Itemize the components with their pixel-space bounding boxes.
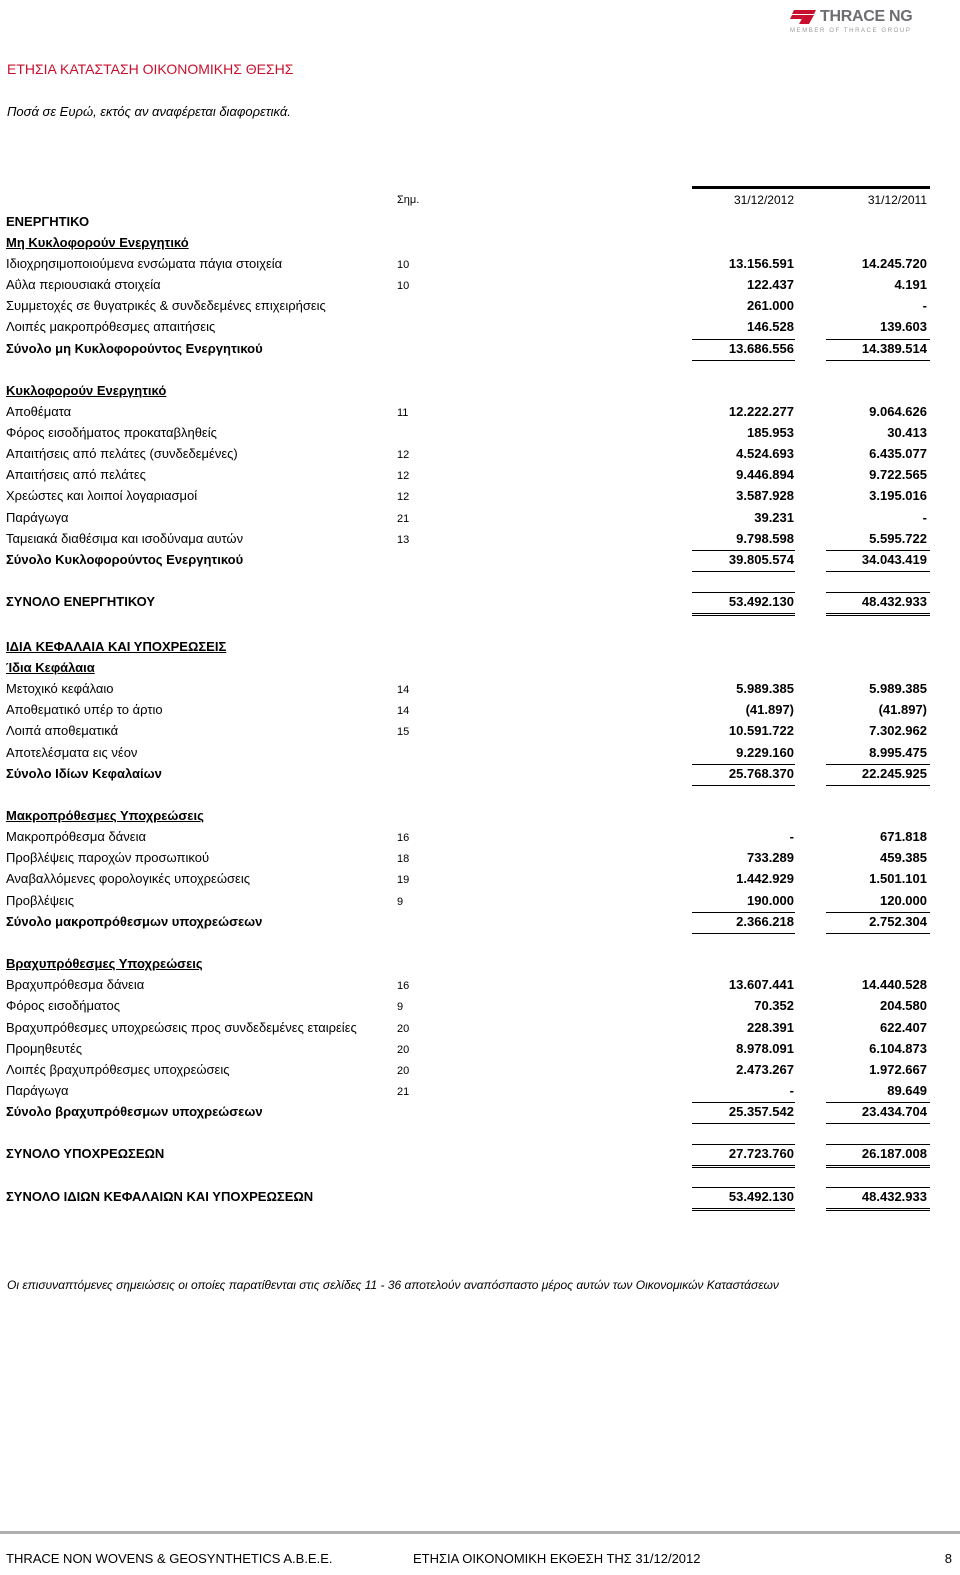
table-row bbox=[0, 319, 960, 339]
table-row bbox=[0, 510, 960, 530]
row-label: Φόρος εισοδήματος bbox=[6, 998, 120, 1013]
column-header-2012: 31/12/2012 bbox=[733, 193, 794, 207]
value-2012: 53.492.130 bbox=[728, 1189, 794, 1204]
table-row bbox=[0, 594, 960, 614]
row-label: Μη Κυκλοφορούν Ενεργητικό bbox=[6, 235, 189, 250]
footnote: Οι επισυναπτόμενες σημειώσεις οι οποίες παρατίθενται στις σελίδες 11 - 36 αποτελούν αναπόσπαστο μέρος αυτών των Οικονομικών Καταστάσεων bbox=[7, 1278, 779, 1292]
row-label: ΣΥΝΟΛΟ ΥΠΟΧΡΕΩΣΕΩΝ bbox=[6, 1146, 165, 1161]
table-row bbox=[0, 1083, 960, 1103]
value-2012: 13.156.591 bbox=[728, 256, 794, 271]
value-2011: 1.972.667 bbox=[869, 1062, 927, 1077]
table-row bbox=[0, 977, 960, 997]
row-label: ΣΥΝΟΛΟ ΙΔΙΩΝ ΚΕΦΑΛΑΙΩΝ ΚΑΙ ΥΠΟΧΡΕΩΣΕΩΝ bbox=[6, 1189, 314, 1204]
value-2012: 1.442.929 bbox=[736, 871, 794, 886]
table-row bbox=[0, 298, 960, 318]
total-top-rule bbox=[692, 912, 795, 913]
table-row bbox=[0, 256, 960, 276]
row-label: Παράγωγα bbox=[6, 1083, 69, 1098]
row-label: Αποθεματικό υπέρ το άρτιο bbox=[6, 702, 163, 717]
table-row bbox=[0, 808, 960, 828]
thrace-logo-icon bbox=[790, 10, 816, 24]
value-2012: 70.352 bbox=[754, 998, 794, 1013]
total-bottom-rule bbox=[692, 613, 795, 614]
total-top-rule bbox=[826, 550, 930, 551]
table-row bbox=[0, 766, 960, 786]
total-bottom-rule bbox=[692, 1208, 795, 1209]
total-bottom-rule bbox=[826, 360, 930, 361]
row-label: Μετοχικό κεφάλαιο bbox=[6, 681, 114, 696]
total-bottom-rule bbox=[692, 1165, 795, 1166]
page-title: ΕΤΗΣΙΑ ΚΑΤΑΣΤΑΣΗ ΟΙΚΟΝΟΜΙΚΗΣ ΘΕΣΗΣ bbox=[7, 61, 294, 77]
value-2011: 48.432.933 bbox=[861, 594, 927, 609]
value-2012: 39.231 bbox=[754, 510, 794, 525]
table-row bbox=[0, 829, 960, 849]
row-label: Σύνολο μη Κυκλοφορούντος Ενεργητικού bbox=[6, 341, 263, 356]
value-2011: 8.995.475 bbox=[869, 745, 927, 760]
row-label: Προμηθευτές bbox=[6, 1041, 83, 1056]
header-rule bbox=[692, 186, 930, 189]
table-row bbox=[0, 639, 960, 659]
value-2011: 89.649 bbox=[887, 1083, 927, 1098]
value-2011: 139.603 bbox=[880, 319, 927, 334]
row-label: Αναβαλλόμενες φορολογικές υποχρεώσεις bbox=[6, 871, 250, 886]
total-top-rule bbox=[692, 1102, 795, 1103]
value-2012: 2.366.218 bbox=[736, 914, 794, 929]
total-bottom-rule bbox=[826, 933, 930, 934]
table-row bbox=[0, 745, 960, 765]
logo-tagline: MEMBER OF THRACE GROUP bbox=[790, 28, 912, 34]
table-row bbox=[0, 383, 960, 403]
row-label: Προβλέψεις bbox=[6, 893, 75, 908]
row-note: 11 bbox=[397, 407, 409, 419]
value-2011: (41.897) bbox=[878, 702, 927, 717]
total-top-rule bbox=[692, 1144, 795, 1145]
value-2011: 9.064.626 bbox=[869, 404, 927, 419]
row-label: Σύνολο βραχυπρόθεσμων υποχρεώσεων bbox=[6, 1104, 263, 1119]
table-row bbox=[0, 723, 960, 743]
table-row bbox=[0, 956, 960, 976]
value-2011: 5.595.722 bbox=[869, 531, 927, 546]
value-2011: 5.989.385 bbox=[869, 681, 927, 696]
total-top-rule bbox=[826, 592, 930, 593]
row-label: Απαιτήσεις από πελάτες (συνδεδεμένες) bbox=[6, 446, 238, 461]
table-row bbox=[0, 893, 960, 913]
value-2011: 459.385 bbox=[880, 850, 927, 865]
total-top-rule bbox=[692, 339, 795, 340]
row-label: Παράγωγα bbox=[6, 510, 69, 525]
row-note: 16 bbox=[397, 980, 410, 992]
total-double-rule bbox=[826, 615, 930, 616]
value-2011: 6.435.077 bbox=[869, 446, 927, 461]
total-top-rule bbox=[826, 1187, 930, 1188]
row-note: 12 bbox=[397, 470, 410, 482]
row-note: 14 bbox=[397, 684, 410, 696]
row-label: Σύνολο μακροπρόθεσμων υποχρεώσεων bbox=[6, 914, 263, 929]
value-2012: 2.473.267 bbox=[736, 1062, 794, 1077]
row-label: Κυκλοφορούν Ενεργητικό bbox=[6, 383, 167, 398]
table-row bbox=[0, 681, 960, 701]
value-2011: - bbox=[922, 298, 927, 313]
row-label: ΙΔΙΑ ΚΕΦΑΛΑΙΑ ΚΑΙ ΥΠΟΧΡΕΩΣΕΙΣ bbox=[6, 639, 227, 654]
row-label: Χρεώστες και λοιποί λογαριασμοί bbox=[6, 488, 198, 503]
table-row bbox=[0, 702, 960, 722]
value-2011: 14.440.528 bbox=[861, 977, 927, 992]
table-row bbox=[0, 998, 960, 1018]
total-bottom-rule bbox=[692, 360, 795, 361]
table-row bbox=[0, 1062, 960, 1082]
value-2011: 48.432.933 bbox=[861, 1189, 927, 1204]
value-2012: 9.446.894 bbox=[736, 467, 794, 482]
value-2011: 671.818 bbox=[880, 829, 927, 844]
value-2012: 190.000 bbox=[747, 893, 794, 908]
table-row bbox=[0, 660, 960, 680]
page-number: 8 bbox=[944, 1551, 952, 1566]
value-2011: 120.000 bbox=[880, 893, 927, 908]
total-double-rule bbox=[692, 1167, 795, 1168]
row-label: Σύνολο Κυκλοφορούντος Ενεργητικού bbox=[6, 552, 244, 567]
value-2012: 122.437 bbox=[747, 277, 794, 292]
table-row bbox=[0, 871, 960, 891]
row-label: Συμμετοχές σε θυγατρικές & συνδεδεμένες επιχειρήσεις bbox=[6, 298, 326, 313]
row-note: 21 bbox=[397, 1086, 410, 1098]
value-2011: 23.434.704 bbox=[861, 1104, 927, 1119]
value-2012: 9.229.160 bbox=[736, 745, 794, 760]
value-2012: 228.391 bbox=[747, 1020, 794, 1035]
row-label: Αποθέματα bbox=[6, 404, 72, 419]
value-2012: 39.805.574 bbox=[728, 552, 794, 567]
value-2012: 25.357.542 bbox=[728, 1104, 794, 1119]
row-note: 10 bbox=[397, 280, 410, 292]
total-top-rule bbox=[692, 592, 795, 593]
value-2012: 53.492.130 bbox=[728, 594, 794, 609]
value-2012: (41.897) bbox=[745, 702, 794, 717]
row-note: 20 bbox=[397, 1044, 410, 1056]
total-top-rule bbox=[826, 339, 930, 340]
value-2012: 9.798.598 bbox=[736, 531, 794, 546]
row-note: 9 bbox=[397, 1001, 404, 1013]
table-row bbox=[0, 277, 960, 297]
row-note: 16 bbox=[397, 832, 410, 844]
row-label: Μακροπρόθεσμες Υποχρεώσεις bbox=[6, 808, 204, 823]
value-2012: - bbox=[789, 1083, 794, 1098]
logo-name: THRACE NG bbox=[820, 8, 913, 25]
value-2012: 27.723.760 bbox=[728, 1146, 794, 1161]
value-2011: 3.195.016 bbox=[869, 488, 927, 503]
row-label: Λοιπά αποθεματικά bbox=[6, 723, 119, 738]
row-note: 12 bbox=[397, 491, 410, 503]
table-row bbox=[0, 914, 960, 934]
value-2012: 733.289 bbox=[747, 850, 794, 865]
value-2012: 13.686.556 bbox=[728, 341, 794, 356]
value-2011: 6.104.873 bbox=[869, 1041, 927, 1056]
table-row bbox=[0, 341, 960, 361]
value-2011: 34.043.419 bbox=[861, 552, 927, 567]
footer-company: THRACE NON WOVENS & GEOSYNTHETICS A.B.E.E. bbox=[6, 1551, 333, 1566]
value-2012: 185.953 bbox=[747, 425, 794, 440]
row-label: Ιδιοχρησιμοποιούμενα ενσώματα πάγια στοιχεία bbox=[6, 256, 283, 271]
value-2012: 261.000 bbox=[747, 298, 794, 313]
row-label: Αΰλα περιουσιακά στοιχεία bbox=[6, 277, 161, 292]
row-note: 21 bbox=[397, 513, 410, 525]
value-2011: 7.302.962 bbox=[869, 723, 927, 738]
row-label: Λοιπές μακροπρόθεσμες απαιτήσεις bbox=[6, 319, 216, 334]
table-row bbox=[0, 446, 960, 466]
table-row bbox=[0, 1189, 960, 1209]
total-double-rule bbox=[692, 615, 795, 616]
row-label: Ίδια Κεφάλαια bbox=[6, 660, 95, 675]
total-top-rule bbox=[692, 550, 795, 551]
value-2011: 30.413 bbox=[887, 425, 927, 440]
row-label: Βραχυπρόθεσμα δάνεια bbox=[6, 977, 145, 992]
total-top-rule bbox=[826, 1144, 930, 1145]
value-2011: 14.245.720 bbox=[861, 256, 927, 271]
table-row bbox=[0, 1104, 960, 1124]
value-2012: 10.591.722 bbox=[728, 723, 794, 738]
row-note: 18 bbox=[397, 853, 410, 865]
value-2012: 5.989.385 bbox=[736, 681, 794, 696]
table-row bbox=[0, 425, 960, 445]
footer-report-title: ΕΤΗΣΙΑ ΟΙΚΟΝΟΜΙΚΗ ΕΚΘΕΣΗ ΤΗΣ 31/12/2012 bbox=[413, 1551, 701, 1566]
total-top-rule bbox=[692, 764, 795, 765]
value-2012: 3.587.928 bbox=[736, 488, 794, 503]
table-row bbox=[0, 1146, 960, 1166]
value-2011: 1.501.101 bbox=[869, 871, 927, 886]
value-2011: 14.389.514 bbox=[861, 341, 927, 356]
row-label: Αποτελέσματα εις νέον bbox=[6, 745, 138, 760]
value-2011: 22.245.925 bbox=[861, 766, 927, 781]
column-header-2011: 31/12/2011 bbox=[867, 193, 927, 207]
total-double-rule bbox=[692, 1210, 795, 1211]
column-header-note: Σημ. bbox=[397, 194, 420, 206]
row-note: 9 bbox=[397, 896, 404, 908]
row-note: 20 bbox=[397, 1065, 410, 1077]
row-note: 15 bbox=[397, 726, 410, 738]
value-2011: 204.580 bbox=[880, 998, 927, 1013]
row-note: 10 bbox=[397, 259, 410, 271]
total-top-rule bbox=[826, 912, 930, 913]
row-label: Φόρος εισοδήματος προκαταβληθείς bbox=[6, 425, 217, 440]
total-bottom-rule bbox=[692, 1123, 795, 1124]
value-2011: 622.407 bbox=[880, 1020, 927, 1035]
value-2012: 25.768.370 bbox=[728, 766, 794, 781]
table-row bbox=[0, 531, 960, 551]
total-bottom-rule bbox=[826, 571, 930, 572]
total-bottom-rule bbox=[692, 571, 795, 572]
row-note: 12 bbox=[397, 449, 410, 461]
value-2011: - bbox=[922, 510, 927, 525]
total-bottom-rule bbox=[826, 613, 930, 614]
value-2012: 13.607.441 bbox=[728, 977, 794, 992]
table-row bbox=[0, 467, 960, 487]
total-bottom-rule bbox=[826, 1165, 930, 1166]
company-logo bbox=[790, 8, 930, 40]
row-label: Ταμειακά διαθέσιμα και ισοδύναμα αυτών bbox=[6, 531, 244, 546]
value-2012: 146.528 bbox=[747, 319, 794, 334]
page-subtitle: Ποσά σε Ευρώ, εκτός αν αναφέρεται διαφορετικά. bbox=[7, 104, 291, 119]
value-2012: - bbox=[789, 829, 794, 844]
table-row bbox=[0, 552, 960, 572]
table-row bbox=[0, 1020, 960, 1040]
table-row bbox=[0, 1041, 960, 1061]
table-row bbox=[0, 235, 960, 255]
value-2011: 2.752.304 bbox=[869, 914, 927, 929]
row-label: Σύνολο Ιδίων Κεφαλαίων bbox=[6, 766, 162, 781]
value-2011: 9.722.565 bbox=[869, 467, 927, 482]
row-note: 14 bbox=[397, 705, 410, 717]
total-top-rule bbox=[826, 1102, 930, 1103]
row-label: ΣΥΝΟΛΟ ΕΝΕΡΓΗΤΙΚΟΥ bbox=[6, 594, 156, 609]
total-double-rule bbox=[826, 1167, 930, 1168]
total-bottom-rule bbox=[826, 1208, 930, 1209]
row-label: Προβλέψεις παροχών προσωπικού bbox=[6, 850, 210, 865]
value-2012: 8.978.091 bbox=[736, 1041, 794, 1056]
row-label: Μακροπρόθεσμα δάνεια bbox=[6, 829, 146, 844]
table-row bbox=[0, 214, 960, 234]
row-label: Βραχυπρόθεσμες Υποχρεώσεις bbox=[6, 956, 203, 971]
table-row bbox=[0, 850, 960, 870]
total-top-rule bbox=[826, 764, 930, 765]
row-label: Βραχυπρόθεσμες υποχρεώσεις προς συνδεδεμένες εταιρείες bbox=[6, 1020, 357, 1035]
row-note: 20 bbox=[397, 1023, 410, 1035]
value-2011: 4.191 bbox=[894, 277, 927, 292]
row-label: Απαιτήσεις από πελάτες bbox=[6, 467, 146, 482]
column-header-row bbox=[0, 191, 960, 211]
value-2012: 4.524.693 bbox=[736, 446, 794, 461]
total-top-rule bbox=[692, 1187, 795, 1188]
value-2011: 26.187.008 bbox=[861, 1146, 927, 1161]
total-double-rule bbox=[826, 1210, 930, 1211]
row-label: ΕΝΕΡΓΗΤΙΚΟ bbox=[6, 214, 90, 229]
table-row bbox=[0, 488, 960, 508]
row-note: 19 bbox=[397, 874, 410, 886]
footer-rule bbox=[0, 1531, 960, 1534]
total-bottom-rule bbox=[692, 785, 795, 786]
total-bottom-rule bbox=[692, 933, 795, 934]
total-bottom-rule bbox=[826, 1123, 930, 1124]
row-label: Λοιπές βραχυπρόθεσμες υποχρεώσεις bbox=[6, 1062, 230, 1077]
value-2012: 12.222.277 bbox=[728, 404, 794, 419]
total-bottom-rule bbox=[826, 785, 930, 786]
row-note: 13 bbox=[397, 534, 410, 546]
table-row bbox=[0, 404, 960, 424]
